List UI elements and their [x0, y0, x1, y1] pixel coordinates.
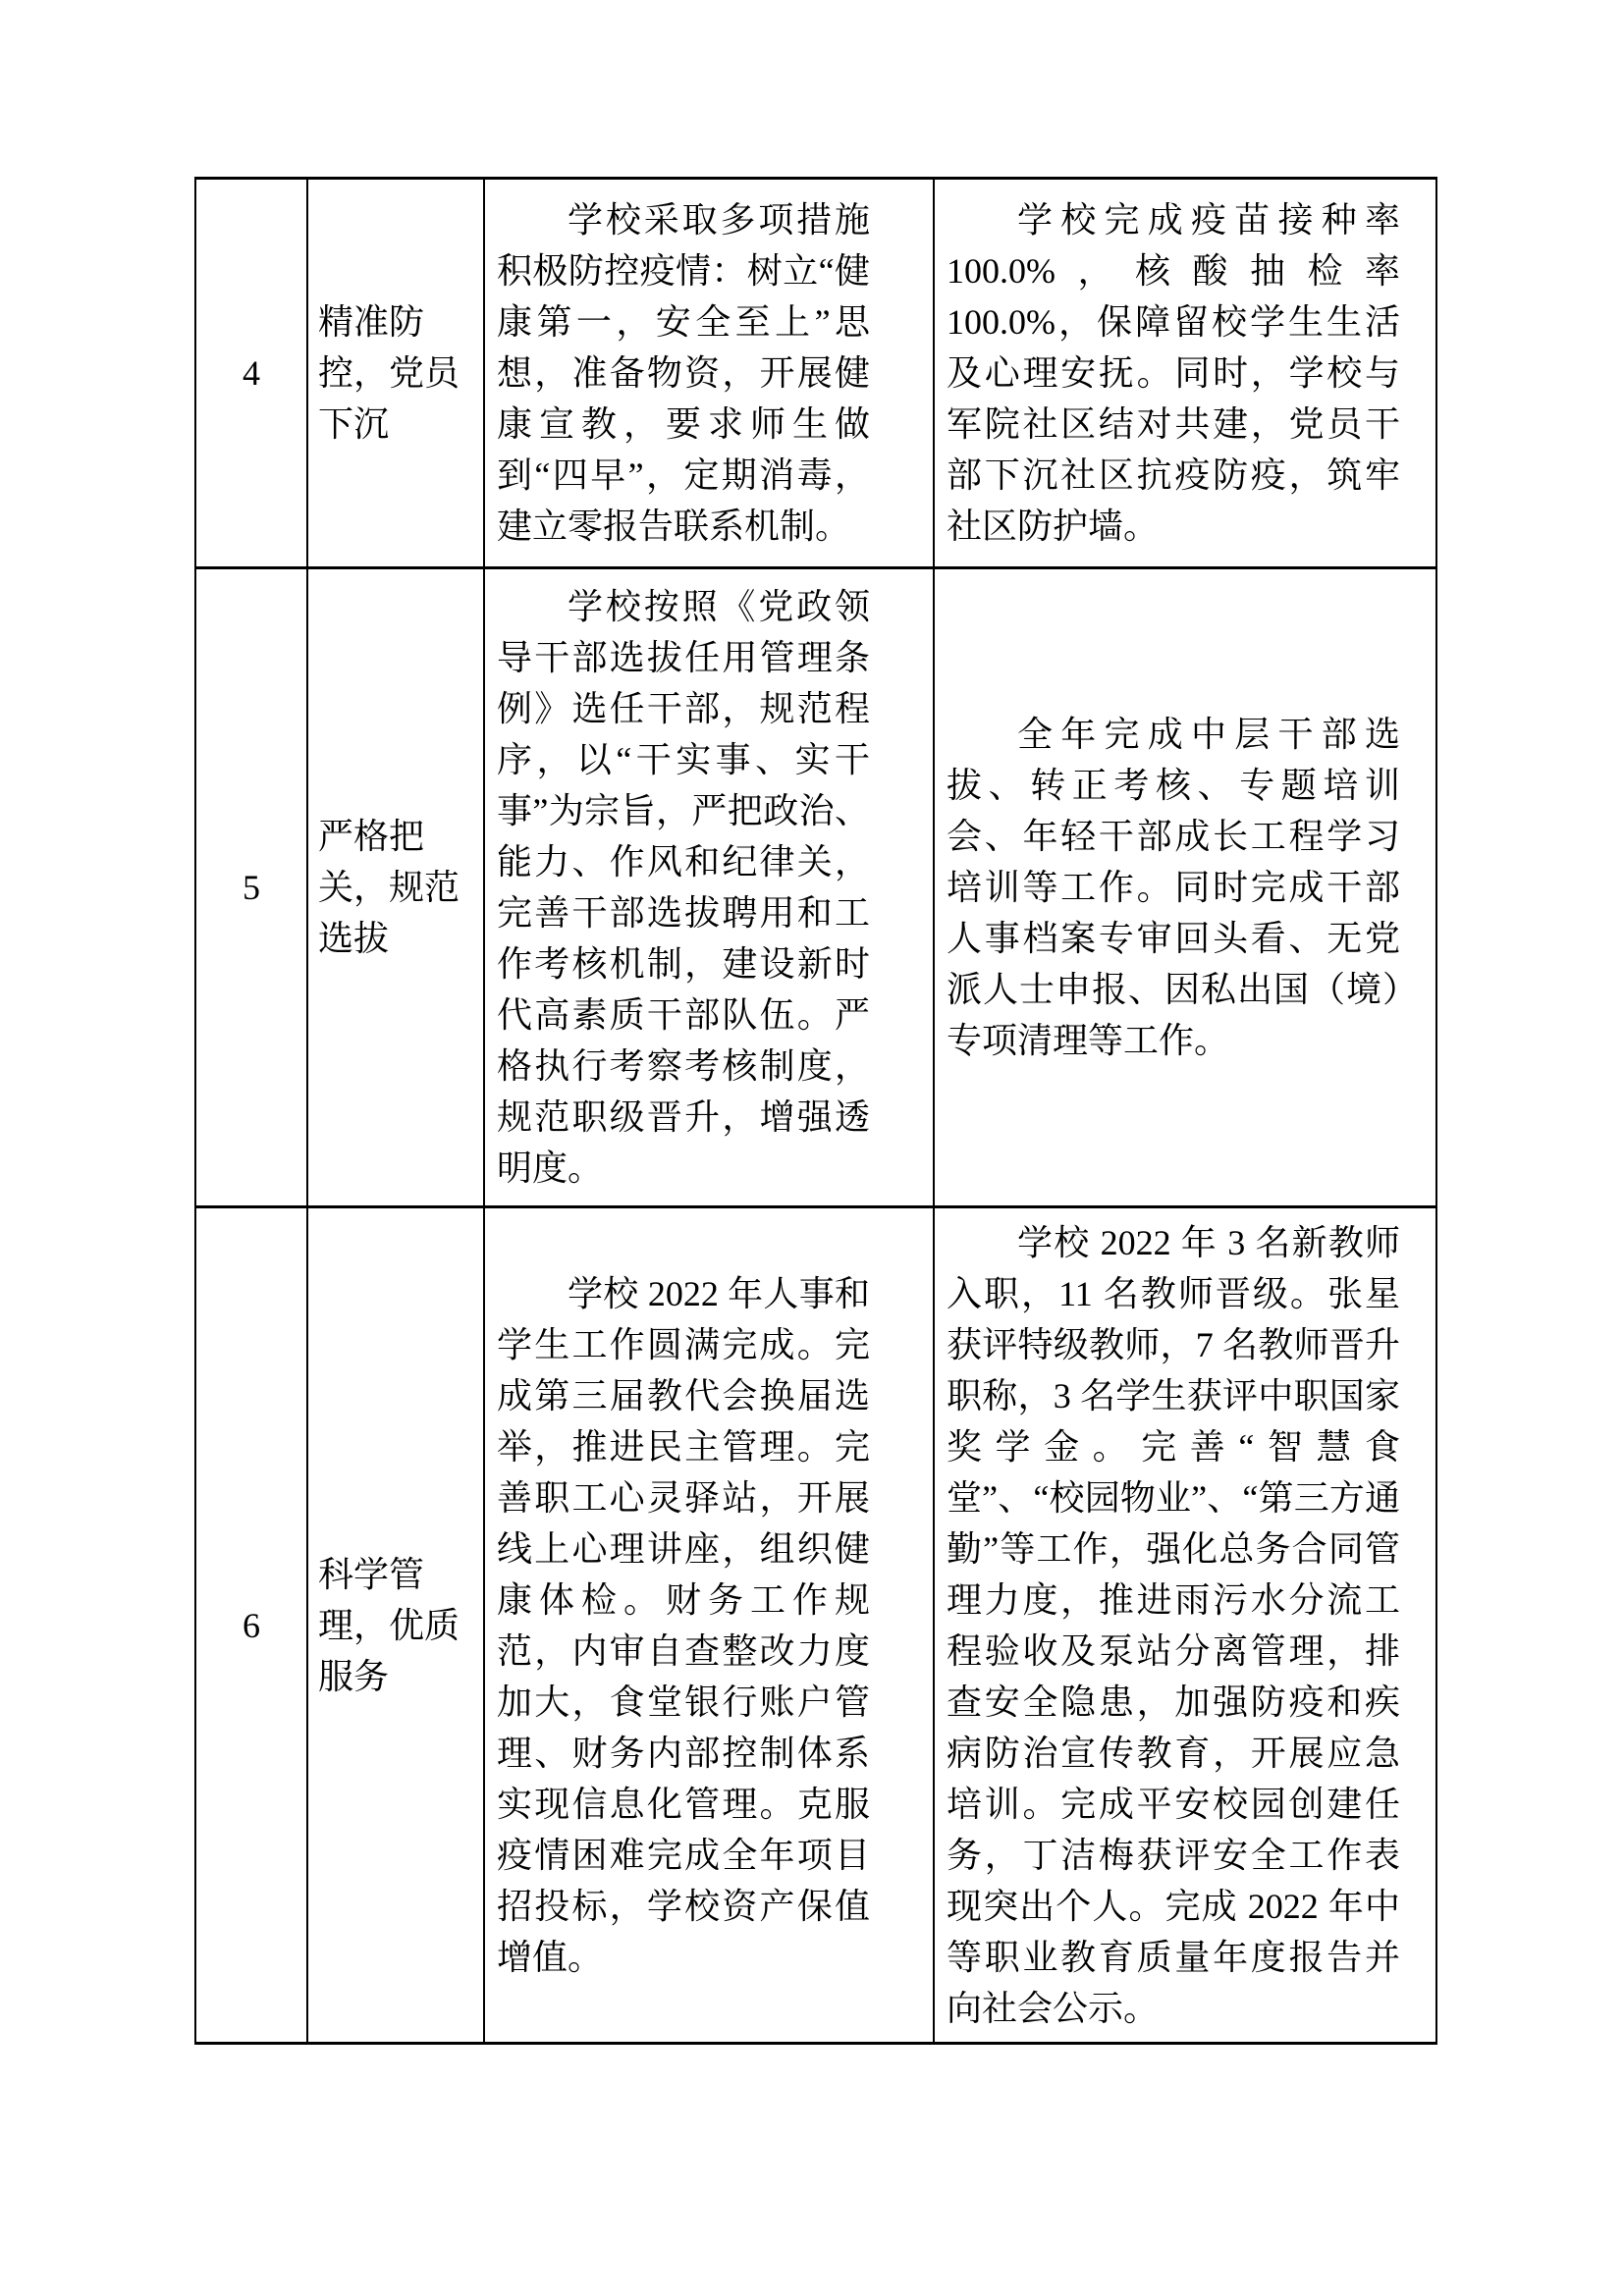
measures-text: 学校 2022 年人事和学生工作圆满完成。完成第三届教代会换届选举，推进民主管理。完善职工心灵驿站，开展线上心理讲座，组织健康体检。财务工作规范，内审自查整改力度加大，食堂银行账户管理、财务内部控制体系实现信息化管理。克服疫情困难完成全年项目招投标，学校资产保值增值。 [497, 1273, 870, 1977]
row-number: 4 [195, 179, 307, 568]
measures-cell [484, 1207, 934, 2044]
results-text: 学校完成疫苗接种率 100.0%，核酸抽检率 100.0%，保障留校学生生活及心理安抚。同时，学校与军院社区结对共建，党员干部下沉社区抗疫防疫，筑牢社区防护墙。 [947, 200, 1400, 546]
measures-text: 学校采取多项措施积极防控疫情：树立“健康第一，安全至上”思想，准备物资，开展健康宣教，要求师生做到“四早”，定期消毒，建立零报告联系机制。 [497, 200, 870, 546]
measures-cell [484, 568, 934, 1207]
results-text: 学校 2022 年 3 名新教师入职，11 名教师晋级。张星获评特级教师，7 名教师晋升职称，3 名学生获评中职国家奖学金。完善“智慧食堂”、“校园物业”、“第三方通勤”等工作，强化总务合同管理力度，推进雨污水分流工程验收及泵站分离管理，排查安全隐患，加强防疫和疾病防治宣传教育，开展应急培训。完成平安校园创建任务，丁洁梅获评安全工作表现突出个人。完成 2022 年中等职业教育质量年度报告并向社会公示。 [947, 1222, 1400, 2028]
measures-cell [484, 179, 934, 568]
results-cell [934, 179, 1436, 568]
results-text: 全年完成中层干部选拔、转正考核、专题培训会、年轻干部成长工程学习培训等工作。同时完成干部人事档案专审回头看、无党派人士申报、因私出国（境）专项清理等工作。 [947, 715, 1400, 1060]
results-cell [934, 1207, 1436, 2044]
table-row [195, 179, 1436, 568]
row-title: 严格把关，规范选拔 [307, 568, 484, 1207]
measures-text: 学校按照《党政领导干部选拔任用管理条例》选任干部，规范程序，以“干实事、实干事”为宗旨，严把政治、能力、作风和纪律关，完善干部选拔聘用和工作考核机制，建设新时代高素质干部队伍。严格执行考察考核制度，规范职级晋升，增强透明度。 [497, 587, 870, 1188]
row-title: 科学管理，优质服务 [307, 1207, 484, 2044]
work-summary-table [194, 177, 1437, 2045]
row-title: 精准防控，党员下沉 [307, 179, 484, 568]
table-row [195, 568, 1436, 1207]
row-number: 5 [195, 568, 307, 1207]
table-row [195, 1207, 1436, 2044]
results-cell [934, 568, 1436, 1207]
row-number: 6 [195, 1207, 307, 2044]
